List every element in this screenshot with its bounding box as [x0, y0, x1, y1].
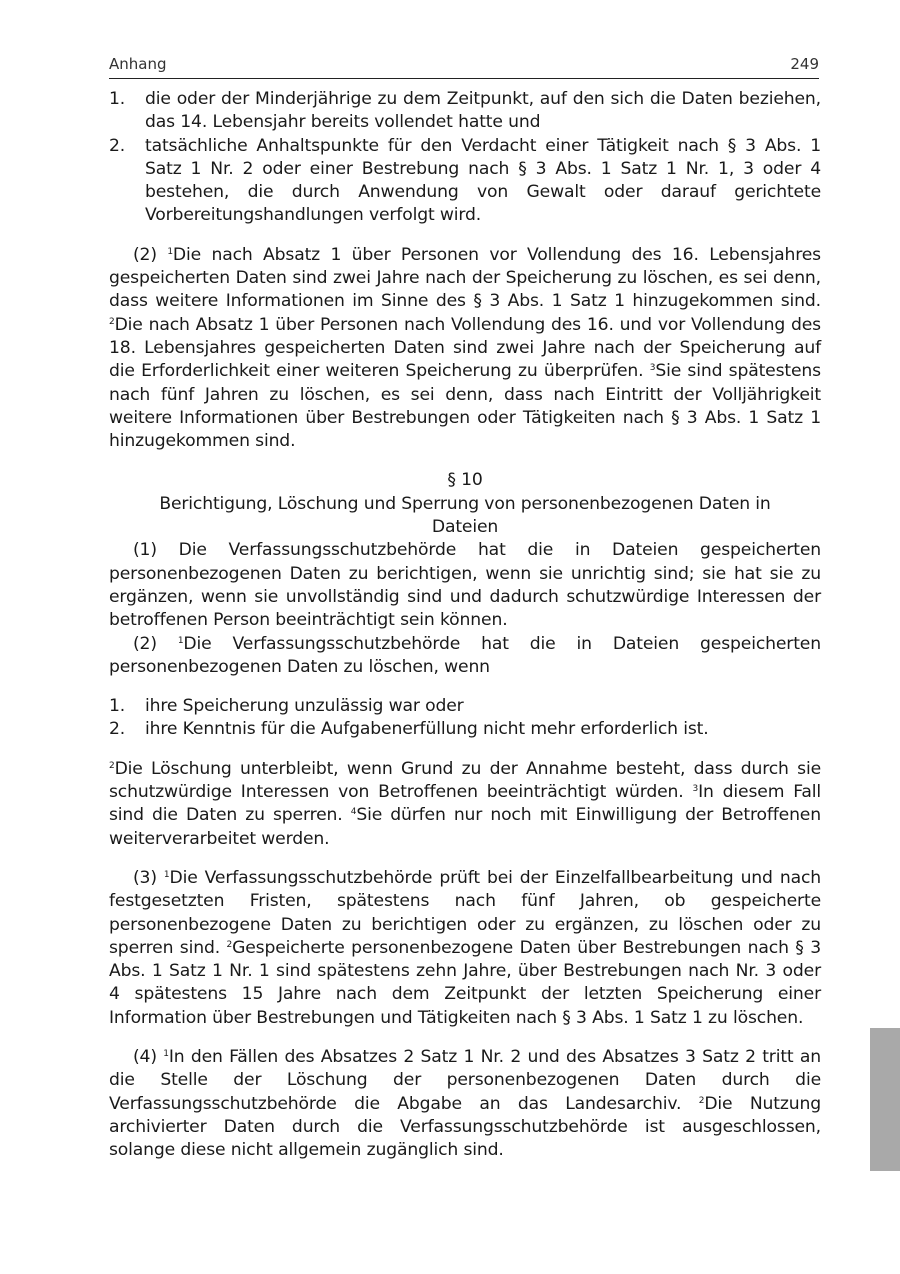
- paragraph-label: (2): [133, 244, 157, 265]
- section-10-paragraph-2-continuation: [109, 758, 821, 851]
- sentence-text: Die nach Absatz 1 über Personen nach Vollendung des 16. und vor Vollendung des 18. Lebensjahres gespeicherten Daten sind zwei Jahre nach der Speicherung auf die Erforderlichkeit einer weiteren Speicherung zu überprüfen.: [109, 314, 821, 382]
- sentence-text: Sie sind spätestens nach fünf Jahren zu löschen, es sei denn, dass nach Eintritt der Volljährigkeit weitere Informationen über Bestrebungen oder Tätigkeiten nach § 3 Abs. 1 Satz 1 hinzugekommen sind.: [109, 361, 821, 452]
- sentence-marker: 2: [109, 760, 115, 771]
- numbered-list-conditions: [109, 88, 821, 228]
- sentence-text: Gespeicherte personenbezogene Daten über Bestrebungen nach § 3 Abs. 1 Satz 1 Nr. 1 sind spätestens zehn Jahre, über Bestrebungen nach Nr. 3 oder 4 spätestens 15 Jahre nach dem Zeitpunkt der letzten Speicherung einer Information über Bestrebungen und Tätigkeiten nach § 3 Abs. 1 Satz 1 zu löschen.: [109, 937, 821, 1028]
- sentence-text: Die Nutzung archivierter Daten durch die Verfassungsschutzbehörde ist ausgeschlossen, solange diese nicht allgemein zugänglich sind.: [109, 1093, 821, 1161]
- list-item-text: ihre Kenntnis für die Aufgabenerfüllung nicht mehr erforderlich ist.: [145, 719, 709, 740]
- page-number: 249: [790, 55, 819, 73]
- sentence-text: Die nach Absatz 1 über Personen vor Vollendung des 16. Lebensjahres gespeicherten Daten sind zwei Jahre nach der Speicherung zu löschen, es sei denn, dass weitere Informationen im Sinne des § 3 Abs. 1 Satz 1 hinzugekommen sind.: [109, 244, 821, 312]
- running-header: [109, 55, 819, 79]
- list-item-number: 1.: [109, 89, 126, 109]
- list-item-number: 2.: [109, 719, 126, 740]
- list-item-number: 2.: [109, 135, 126, 156]
- header-chapter-title: Anhang: [109, 55, 167, 73]
- numbered-list-deletion-reasons: [109, 695, 821, 742]
- sentence-marker: 3: [649, 363, 656, 374]
- list-item-text: ihre Speicherung unzulässig war oder: [145, 696, 464, 717]
- section-10-paragraph-3: [109, 867, 821, 1030]
- sentence-text: In den Fällen des Absatzes 2 Satz 1 Nr. 2 und des Absatzes 3 Satz 2 tritt an die Stelle der Löschung der personenbezogenen Daten durch die Verfassungsschutzbehörde die Abgabe an das Landesarchiv.: [109, 1046, 821, 1114]
- sentence-text: In diesem Fall sind die Daten zu sperren.: [109, 782, 821, 826]
- list-item: [109, 135, 821, 228]
- paragraph-label: (2): [133, 633, 157, 654]
- section-10-paragraph-4: [109, 1046, 821, 1162]
- sentence-text: Sie dürfen nur noch mit Einwilligung der Betroffenen weiterverarbeitet werden.: [109, 805, 821, 849]
- sentence-marker: 3: [692, 784, 699, 795]
- section-10-paragraph-1: (1) Die Verfassungsschutzbehörde hat die in Dateien gespeicherten personenbezogenen Daten zu berichtigen, wenn sie unrichtig sind; sie hat sie zu ergänzen, wenn sie unvollständig sind und dadurch schutzwürdige Interessen der betroffenen Person beeinträchtigt sein können.: [109, 540, 821, 631]
- page-body: [109, 88, 821, 1162]
- section-number: § 10: [447, 470, 483, 491]
- sentence-text: Die Verfassungsschutzbehörde prüft bei der Einzelfallbearbeitung und nach festgesetzten Fristen, spätestens nach fünf Jahren, ob gespeicherte personenbezogene Daten zu berichtigen oder zu ergänzen, zu löschen oder zu sperren sind.: [109, 867, 821, 958]
- chapter-thumb-tab: [870, 1028, 900, 1171]
- section-10-paragraph-2: [109, 633, 821, 680]
- paragraph-label: (4): [133, 1046, 157, 1067]
- list-item-number: 1.: [109, 696, 126, 717]
- sentence-marker: 1: [167, 246, 173, 257]
- sentence-marker: 2: [226, 939, 233, 950]
- sentence-marker: 1: [163, 1048, 169, 1059]
- sentence-text: Die Löschung unterbleibt, wenn Grund zu der Annahme besteht, dass durch sie schutzwürdige Interessen von Betroffenen beeinträchtigt würden.: [109, 758, 821, 803]
- sentence-text: Die Verfassungsschutzbehörde hat die in Dateien gespeicherten personenbezogenen Daten zu löschen, wenn: [109, 633, 821, 677]
- section-title: Berichtigung, Löschung und Sperrung von personenbezogenen Daten in Dateien: [159, 493, 771, 538]
- sentence-marker: 1: [163, 869, 170, 880]
- sentence-marker: 2: [698, 1095, 705, 1106]
- list-item: [109, 718, 821, 741]
- list-item-text: tatsächliche Anhaltspunkte für den Verdacht einer Tätigkeit nach § 3 Abs. 1 Satz 1 Nr. 2 oder einer Bestrebung nach § 3 Abs. 1 Satz 1 Nr. 1, 3 oder 4 bestehen, die durch Anwendung von Gewalt oder darauf gerichtete Vorbereitungshandlungen verfolgt wird.: [145, 135, 821, 226]
- list-item: [109, 88, 821, 135]
- paragraph-label: (3): [133, 867, 157, 888]
- paragraph-2-deletion-minors: [109, 244, 821, 454]
- list-item-text: die oder der Minderjährige zu dem Zeitpunkt, auf den sich die Daten beziehen, das 14. Lebensjahr bereits vollendet hatte und: [145, 89, 821, 133]
- sentence-marker: 4: [350, 807, 357, 818]
- sentence-marker: 2: [109, 316, 115, 327]
- list-item: [109, 695, 821, 718]
- sentence-marker: 1: [177, 635, 184, 646]
